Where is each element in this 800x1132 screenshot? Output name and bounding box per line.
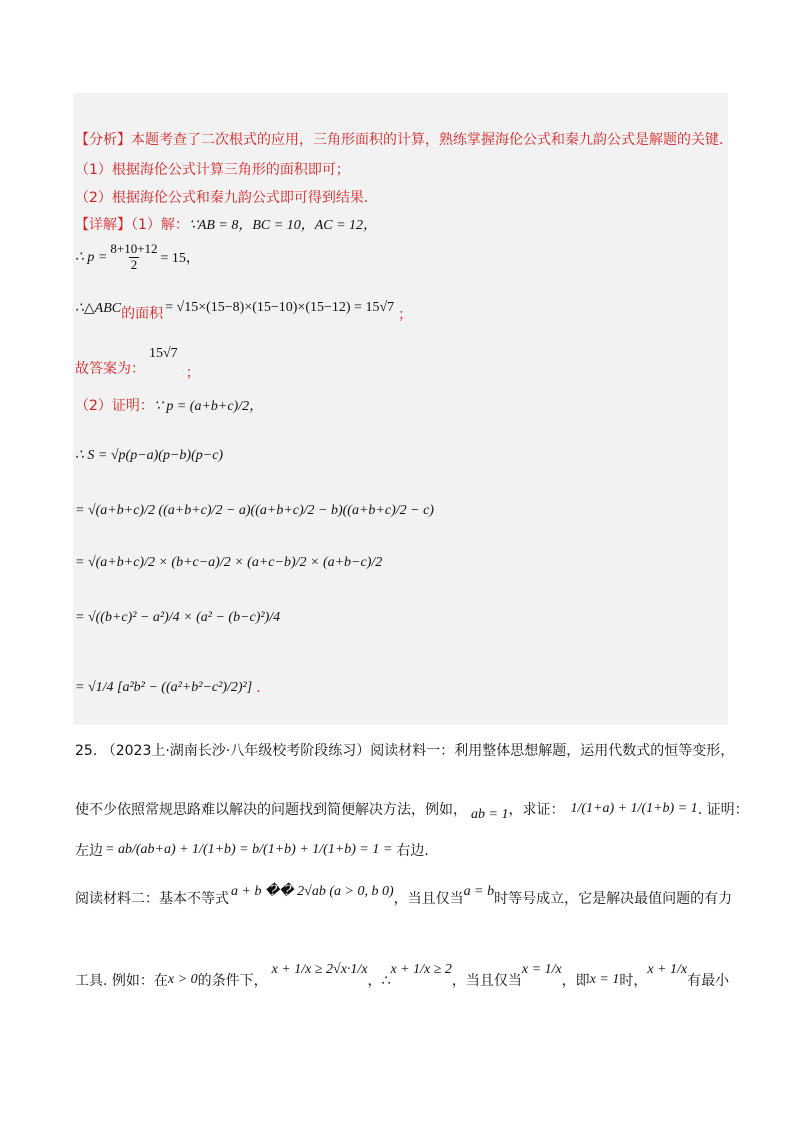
p-lhs: ∴ p = (75, 249, 108, 265)
problem-line-3 (75, 840, 429, 860)
area-expression: = √15×(15−8)×(15−10)×(15−12) = 15√7 (165, 300, 395, 315)
analysis-text: 本题考查了二次根式的应用，三角形面积的计算，熟练掌握海伦公式和秦九韵公式是解题的关键. (131, 132, 724, 148)
detail-line (75, 214, 377, 234)
line4-condition: a = b (463, 884, 495, 899)
step-2: = √(a+b+c)/2 × (b+c−a)/2 × (a+c−b)/2 × (a+b−c)/2 (75, 555, 383, 570)
problem-number: 25. (75, 743, 98, 759)
line5-inequality-2: x + 1/x ≥ 2 (390, 962, 452, 977)
problem-line-4 (75, 883, 733, 908)
analysis-point-1: （1）根据海伦公式计算三角形的面积即可； (75, 162, 350, 178)
s-definition: ∴ S = √p(p−a)(p−b)(p−c) (75, 448, 224, 463)
line5-text-f: 有最小 (687, 973, 730, 989)
line5-equation: x = 1/x (521, 962, 562, 977)
problem-25-heading (75, 740, 734, 760)
p-formula (75, 242, 200, 273)
line5-expression: x + 1/x (647, 962, 688, 977)
step-1: = √(a+b+c)/2 ((a+b+c)/2 − a)((a+b+c)/2 − b)((a+b+c)/2 − c) (75, 503, 434, 518)
problem-source: （2023上·湖南长沙·八年级校考阶段练习） (101, 743, 371, 759)
answer-end: ； (185, 365, 200, 381)
line5-inequality-1: x + 1/x ≥ 2√x·1/x (271, 962, 368, 977)
area-formula (75, 292, 412, 324)
area-end: ； (398, 307, 413, 323)
proof-intro-line (75, 395, 263, 415)
analysis-point-2: （2）根据海伦公式和秦九韵公式即可得到结果. (75, 190, 369, 206)
detail-tag: 【详解】 (75, 217, 131, 233)
p-rhs: = 15， (160, 251, 200, 267)
line5-text-a: 工具. 例如：在 (75, 973, 168, 989)
problem-line-5 (75, 962, 730, 990)
problem-intro: 阅读材料一：利用整体思想解题，运用代数式的恒等变形， (370, 743, 735, 759)
step-4-end: . (256, 680, 261, 696)
line4-text-b: ，当且仅当 (393, 891, 464, 907)
detail-intro: （1）解： (131, 217, 189, 233)
line2-text-a: 使不少依照常规思路难以解决的问题找到简便解决方法，例如， (75, 802, 467, 818)
line3-equation: = ab/(ab+a) + 1/(1+b) = b/(1+b) + 1/(1+b) = 1 = (105, 842, 393, 857)
problem-line-2 (75, 795, 749, 823)
analysis-line (75, 129, 723, 149)
answer-label: 故答案为： (75, 361, 145, 377)
line5-text-c: ，当且仅当 (451, 973, 522, 989)
answer-value: 15√7 (149, 346, 178, 361)
given-values: ∵AB = 8，BC = 10，AC = 12， (188, 218, 378, 233)
p-fraction (108, 242, 159, 273)
p-denominator: 2 (130, 256, 138, 272)
line2-condition: ab = 1 (471, 807, 509, 822)
area-word: 的面积 (121, 306, 164, 322)
line5-condition: x > 0 (167, 972, 198, 987)
line5-therefore: ，∴ (367, 973, 391, 989)
step-3: = √((b+c)² − a²)/4 × (a² − (b−c)²)/4 (75, 610, 281, 625)
line5-text-e: 时， (619, 973, 648, 989)
line4-inequality: a + b �� 2√ab (a > 0, b 0) (231, 883, 394, 899)
answer-line (75, 346, 200, 382)
line4-text-a: 阅读材料二：基本不等式 (75, 891, 229, 907)
proof-p: ∵ p = (a+b+c)/2， (153, 399, 264, 414)
step-4: = √1/4 [a²b² − ((a²+b²−c²)/2)²] (75, 680, 253, 695)
line2-text-b: ，求证： (508, 802, 565, 818)
line3-left: 左边 (75, 843, 103, 859)
p-numerator: 8+10+12 (110, 241, 158, 256)
step-4-line (75, 680, 261, 696)
line5-text-b: 的条件下， (197, 973, 268, 989)
line2-equation: 1/(1+a) + 1/(1+b) = 1 (570, 801, 698, 816)
line2-text-c: . 证明： (697, 802, 749, 818)
line3-right: 右边. (396, 843, 429, 859)
proof-intro: （2）证明： (75, 398, 154, 414)
line5-x-equals-1: x = 1 (589, 972, 620, 987)
analysis-tag: 【分析】 (75, 132, 131, 148)
line5-text-d: ，即 (561, 973, 590, 989)
area-lhs: ∴△ABC (75, 300, 122, 316)
line4-text-c: 时等号成立，它是解决最值问题的有力 (494, 891, 733, 907)
